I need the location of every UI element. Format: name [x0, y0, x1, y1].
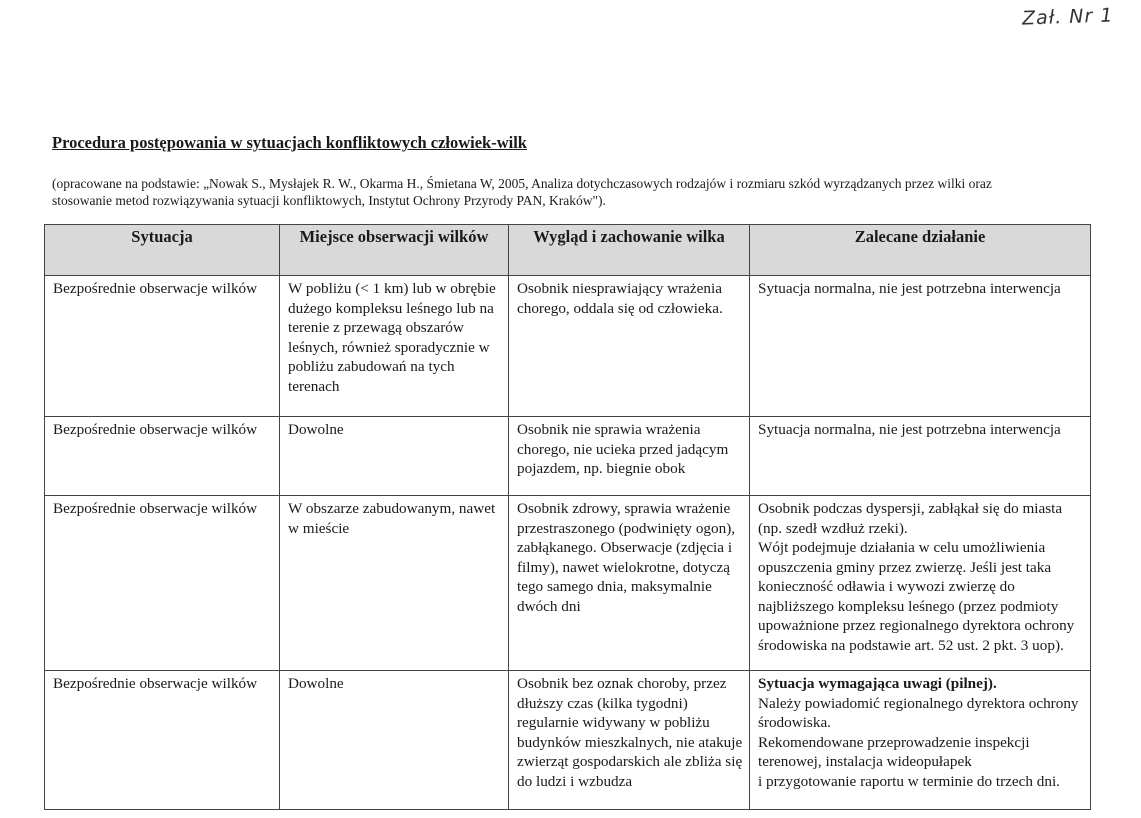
cell-place: Dowolne	[280, 671, 509, 810]
cell-behavior: Osobnik bez oznak choroby, przez dłuższy czas (kilka tygodni) regularnie widywany w pobliżu budynków mieszkalnych, nie atakuje zwierząt gospodarskich ale zbliża się do ludzi i wzbudza	[509, 671, 750, 810]
cell-action	[750, 496, 1091, 671]
action-line: Rekomendowane przeprowadzenie inspekcji terenowej, instalacja wideopułapek	[758, 733, 1030, 770]
header-behavior: Wygląd i zachowanie wilka	[509, 225, 750, 276]
source-line: stosowanie metod rozwiązywania sytuacji konfliktowych, Instytut Ochrony Przyrody PAN, Kraków").	[52, 193, 606, 208]
procedure-table	[44, 224, 1091, 810]
source-line: (opracowane na podstawie: „Nowak S., Mysłajek R. W., Okarma H., Śmietana W, 2005, Analiza dotychczasowych rodzajów i rozmiaru szkód wyrządzanych przez wilki oraz	[52, 176, 992, 191]
cell-situation: Bezpośrednie obserwacje wilków	[45, 417, 280, 496]
table-row	[45, 276, 1091, 417]
action-line: Sytuacja normalna, nie jest potrzebna interwencja	[758, 280, 1061, 297]
cell-action	[750, 417, 1091, 496]
cell-behavior: Osobnik nie sprawia wrażenia chorego, nie ucieka przed jadącym pojazdem, np. biegnie obok	[509, 417, 750, 496]
action-line: Sytuacja normalna, nie jest potrzebna interwencja	[758, 421, 1061, 438]
table-row	[45, 496, 1091, 671]
header-place: Miejsce obserwacji wilków	[280, 225, 509, 276]
annex-note: Zał. Nr 1	[1021, 4, 1114, 30]
cell-situation: Bezpośrednie obserwacje wilków	[45, 276, 280, 417]
cell-action	[750, 276, 1091, 417]
cell-behavior: Osobnik zdrowy, sprawia wrażenie przestraszonego (podwinięty ogon), zabłąkanego. Obserwacje (zdjęcia i filmy), nawet wielokrotne, dotyczą tego samego dnia, maksymalnie dwóch dni	[509, 496, 750, 671]
document-title: Procedura postępowania w sytuacjach konfliktowych człowiek-wilk	[52, 133, 527, 152]
action-bold-line: Sytuacja wymagająca uwagi (pilnej).	[758, 675, 997, 692]
header-action: Zalecane działanie	[750, 225, 1091, 276]
action-line: Wójt podejmuje działania w celu umożliwienia opuszczenia gminy przez zwierzę. Jeśli jest taka konieczność odławia i wywozi zwierzę do najbliższego kompleksu leśnego (przez podmioty upoważnione przez regionalnego dyrektora ochrony środowiska na podstawie art. 52 ust. 2 pkt. 3 uop).	[758, 539, 1075, 654]
cell-action	[750, 671, 1091, 810]
table-row	[45, 417, 1091, 496]
action-line: Należy powiadomić regionalnego dyrektora ochrony środowiska.	[758, 694, 1079, 731]
table-row	[45, 671, 1091, 810]
source-citation	[52, 175, 1132, 209]
cell-situation: Bezpośrednie obserwacje wilków	[45, 671, 280, 810]
table-header-row	[45, 225, 1091, 276]
cell-place: W pobliżu (< 1 km) lub w obrębie dużego kompleksu leśnego lub na terenie z przewagą obszarów leśnych, również sporadycznie w pobliżu zabudowań na tych terenach	[280, 276, 509, 417]
cell-behavior: Osobnik niesprawiający wrażenia chorego, oddala się od człowieka.	[509, 276, 750, 417]
header-situation: Sytuacja	[45, 225, 280, 276]
action-line: Osobnik podczas dyspersji, zabłąkał się do miasta (np. szedł wzdłuż rzeki).	[758, 500, 1063, 537]
cell-situation: Bezpośrednie obserwacje wilków	[45, 496, 280, 671]
cell-place: Dowolne	[280, 417, 509, 496]
cell-place: W obszarze zabudowanym, nawet w mieście	[280, 496, 509, 671]
action-line: i przygotowanie raportu w terminie do trzech dni.	[758, 772, 1060, 790]
